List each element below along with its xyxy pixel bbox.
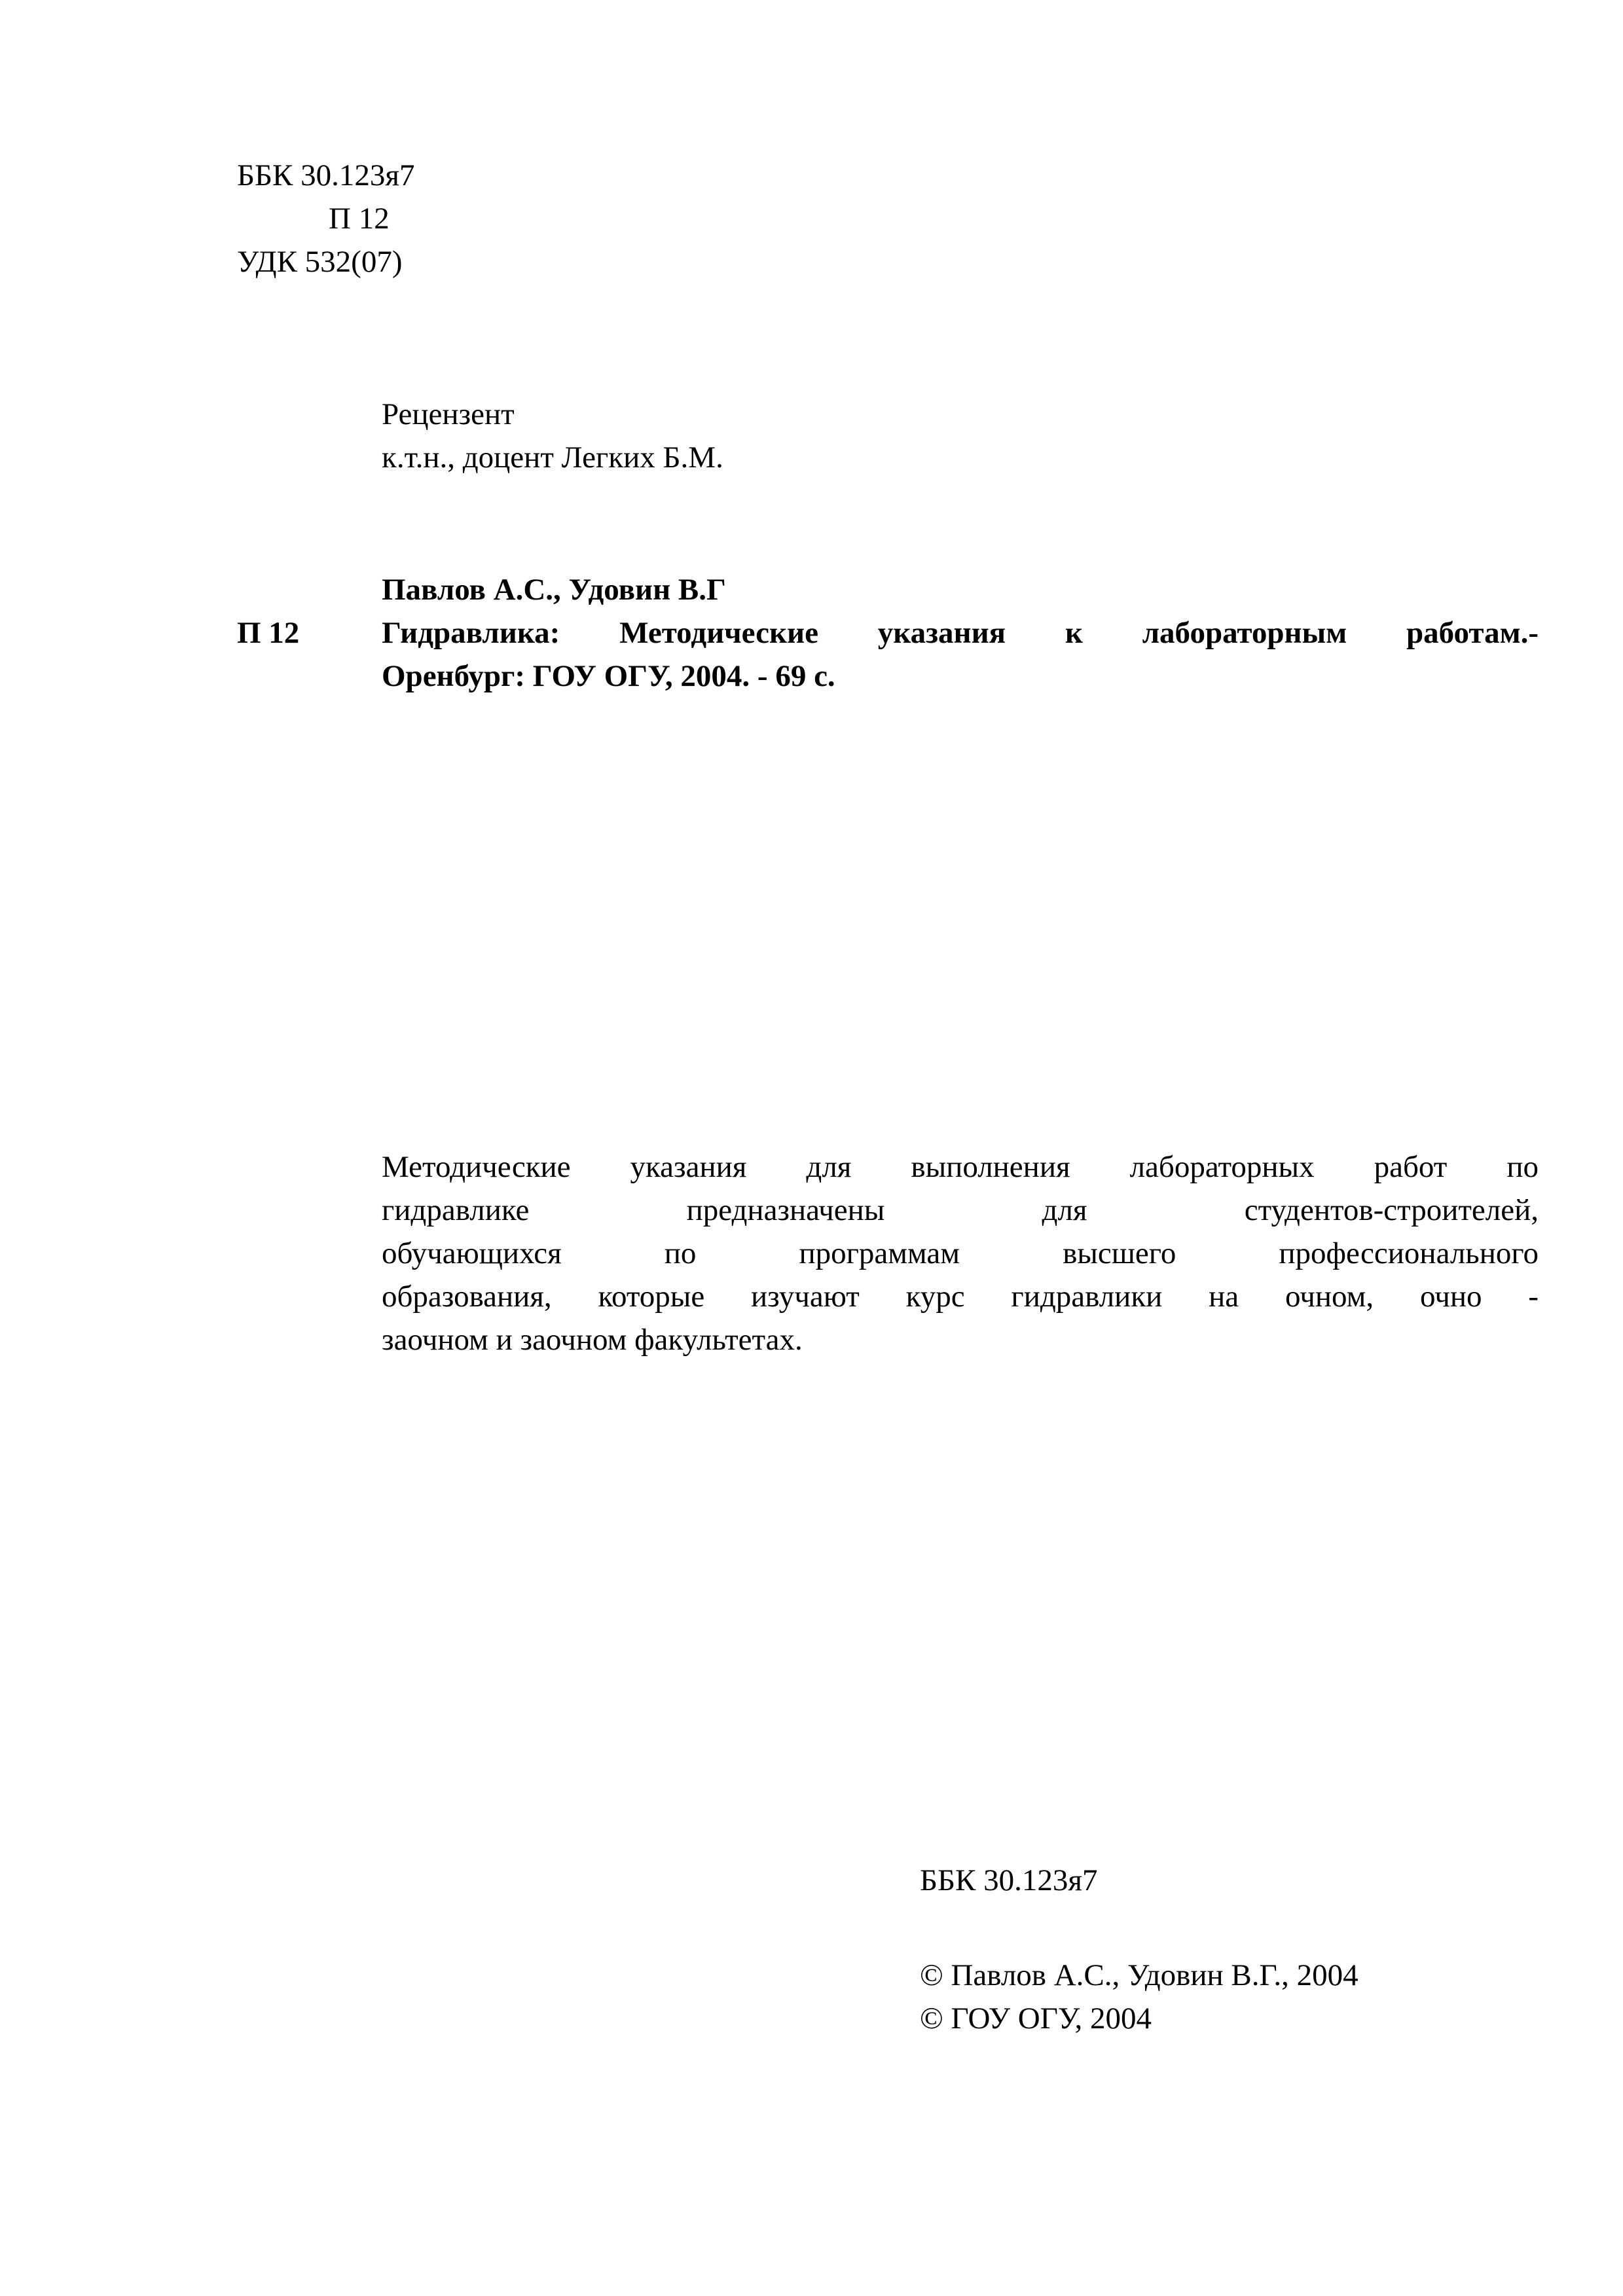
reviewer-label: Рецензент — [382, 397, 515, 431]
bib-record — [382, 568, 1539, 698]
bib-title-line-2: Оренбург: ГОУ ОГУ, 2004. - 69 с. — [382, 659, 835, 693]
classification-codes — [237, 154, 414, 283]
copyright-block — [920, 1954, 1359, 2040]
reviewer-name: к.т.н., доцент Легких Б.М. — [382, 440, 723, 475]
copyright-authors: © Павлов А.С., Удовин В.Г., 2004 — [920, 1958, 1359, 1992]
udk-code: УДК 532(07) — [237, 245, 403, 279]
annotation-line-2: гидравлике предназначены для студентов-строителей, — [382, 1193, 1539, 1227]
bbk-code: ББК 30.123я7 — [237, 158, 415, 192]
footer-bbk-code: ББК 30.123я7 — [920, 1863, 1098, 1897]
reviewer-block — [382, 393, 723, 479]
annotation-line-3: обучающихся по программам высшего профессионального — [382, 1236, 1539, 1270]
bib-title-line-1: Гидравлика: Методические указания к лабораторным работам.- — [382, 616, 1539, 650]
annotation-line-4: образования, которые изучают курс гидравлики на очном, очно - — [382, 1280, 1539, 1314]
annotation-paragraph — [382, 1145, 1539, 1361]
annotation-line-5: заочном и заочном факультетах. — [382, 1323, 803, 1357]
bib-authors: Павлов А.С., Удовин В.Г — [382, 573, 726, 607]
catalog-code: П 12 — [329, 202, 390, 236]
copyright-publisher: © ГОУ ОГУ, 2004 — [920, 2001, 1152, 2036]
annotation-line-1: Методические указания для выполнения лабораторных работ по — [382, 1150, 1539, 1184]
bib-index: П 12 — [237, 616, 300, 650]
